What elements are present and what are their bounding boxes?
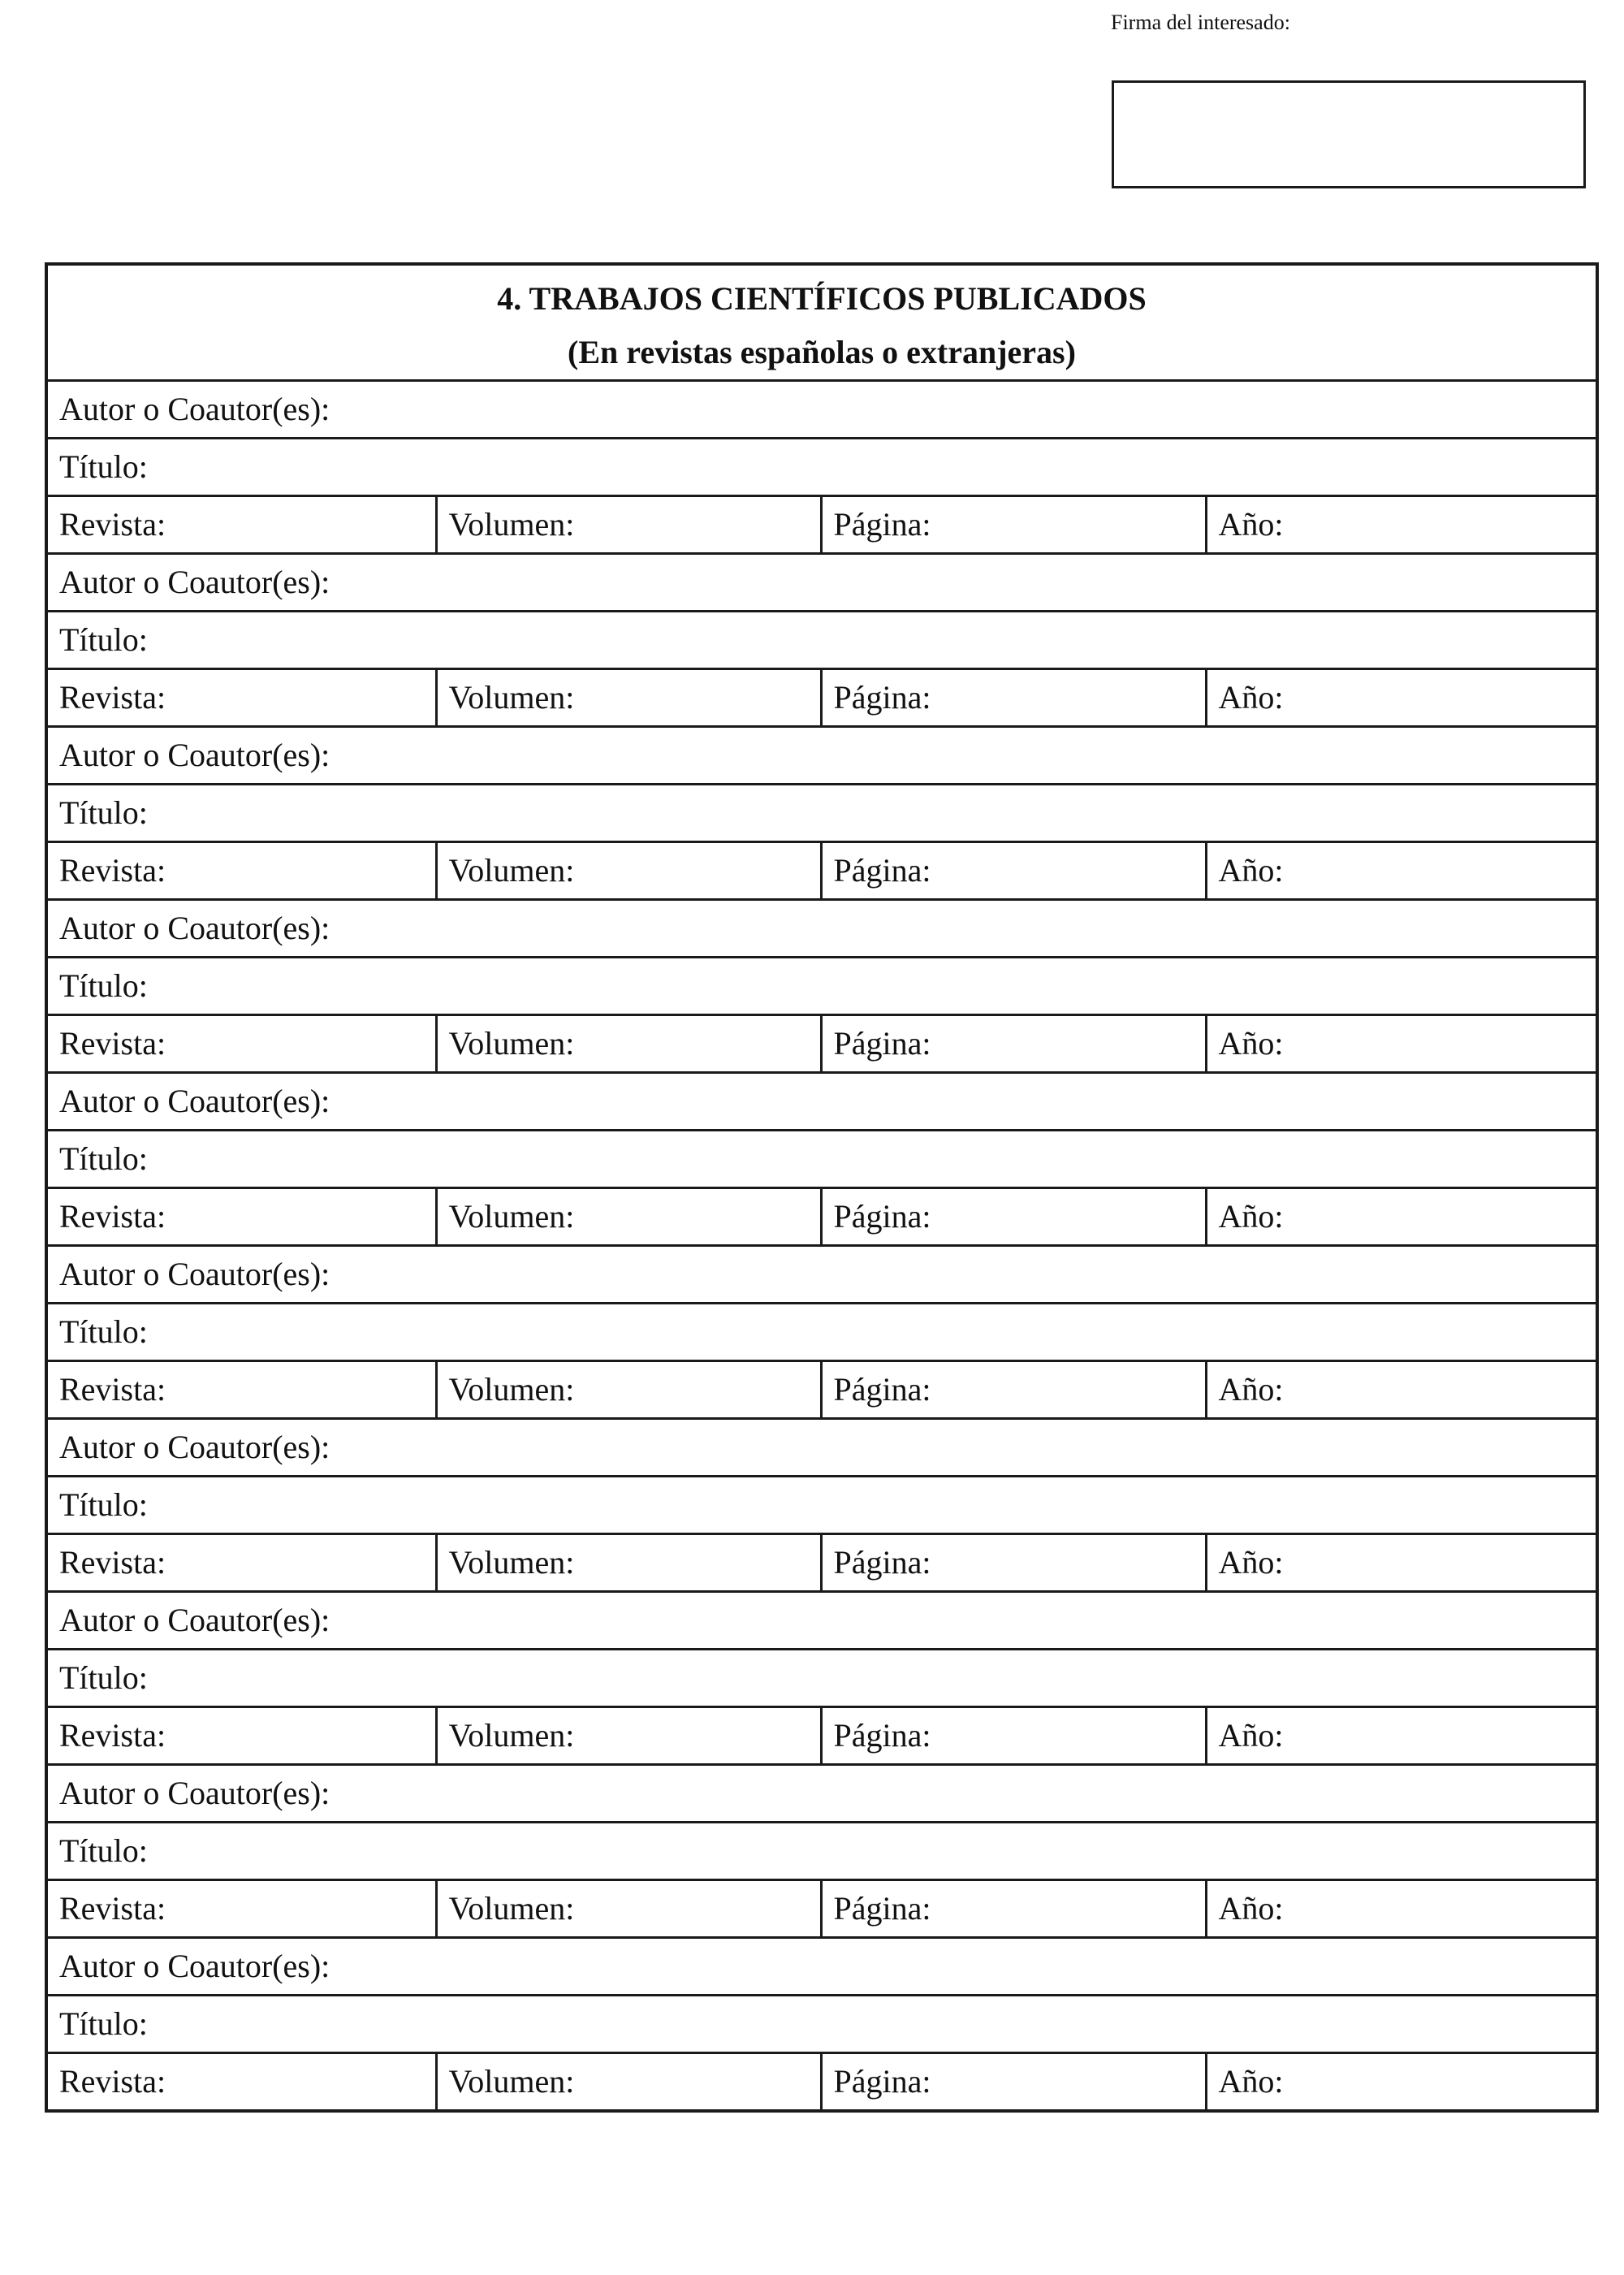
entry-details-row	[46, 669, 1597, 727]
year-field[interactable]: Año:	[1206, 1188, 1597, 1246]
signature-box[interactable]	[1112, 80, 1586, 188]
title-field[interactable]: Título:	[46, 612, 1597, 669]
title-field[interactable]: Título:	[46, 1304, 1597, 1361]
journal-field[interactable]: Revista:	[46, 1188, 436, 1246]
author-field[interactable]: Autor o Coautor(es):	[46, 900, 1597, 958]
journal-field[interactable]: Revista:	[46, 1534, 436, 1592]
entry-title-row	[46, 1304, 1597, 1361]
entry-details-row	[46, 1361, 1597, 1419]
entry-details-row	[46, 496, 1597, 554]
page-field[interactable]: Página:	[821, 1534, 1206, 1592]
year-field[interactable]: Año:	[1206, 1361, 1597, 1419]
entry-author-row	[46, 554, 1597, 612]
page-field[interactable]: Página:	[821, 1015, 1206, 1073]
year-field[interactable]: Año:	[1206, 669, 1597, 727]
volume-field[interactable]: Volumen:	[436, 1015, 821, 1073]
volume-field[interactable]: Volumen:	[436, 669, 821, 727]
entry-title-row	[46, 1477, 1597, 1534]
volume-field[interactable]: Volumen:	[436, 1707, 821, 1765]
entry-details-row	[46, 1188, 1597, 1246]
page-field[interactable]: Página:	[821, 842, 1206, 900]
entry-details-row	[46, 1015, 1597, 1073]
author-field[interactable]: Autor o Coautor(es):	[46, 554, 1597, 612]
title-field[interactable]: Título:	[46, 439, 1597, 496]
entry-title-row	[46, 1650, 1597, 1707]
entry-details-row	[46, 1707, 1597, 1765]
journal-field[interactable]: Revista:	[46, 1015, 436, 1073]
author-field[interactable]: Autor o Coautor(es):	[46, 1592, 1597, 1650]
year-field[interactable]: Año:	[1206, 1880, 1597, 1938]
page-field[interactable]: Página:	[821, 669, 1206, 727]
entry-title-row	[46, 439, 1597, 496]
entry-author-row	[46, 900, 1597, 958]
entry-details-row	[46, 1534, 1597, 1592]
year-field[interactable]: Año:	[1206, 1707, 1597, 1765]
year-field[interactable]: Año:	[1206, 1534, 1597, 1592]
page-field[interactable]: Página:	[821, 1707, 1206, 1765]
author-field[interactable]: Autor o Coautor(es):	[46, 1765, 1597, 1823]
author-field[interactable]: Autor o Coautor(es):	[46, 1246, 1597, 1304]
entry-title-row	[46, 1996, 1597, 2053]
entry-title-row	[46, 1131, 1597, 1188]
volume-field[interactable]: Volumen:	[436, 1188, 821, 1246]
signature-label: Firma del interesado:	[1111, 11, 1290, 34]
journal-field[interactable]: Revista:	[46, 1361, 436, 1419]
volume-field[interactable]: Volumen:	[436, 2053, 821, 2111]
section-header-row	[46, 264, 1597, 381]
journal-field[interactable]: Revista:	[46, 1707, 436, 1765]
journal-field[interactable]: Revista:	[46, 2053, 436, 2111]
entry-title-row	[46, 612, 1597, 669]
entry-details-row	[46, 842, 1597, 900]
title-field[interactable]: Título:	[46, 1996, 1597, 2053]
entry-author-row	[46, 1246, 1597, 1304]
section-header	[46, 264, 1597, 381]
volume-field[interactable]: Volumen:	[436, 1880, 821, 1938]
entry-title-row	[46, 785, 1597, 842]
title-field[interactable]: Título:	[46, 1650, 1597, 1707]
page-field[interactable]: Página:	[821, 1361, 1206, 1419]
journal-field[interactable]: Revista:	[46, 1880, 436, 1938]
year-field[interactable]: Año:	[1206, 1015, 1597, 1073]
author-field[interactable]: Autor o Coautor(es):	[46, 727, 1597, 785]
page-field[interactable]: Página:	[821, 2053, 1206, 2111]
entry-author-row	[46, 1073, 1597, 1131]
year-field[interactable]: Año:	[1206, 2053, 1597, 2111]
entry-title-row	[46, 958, 1597, 1015]
title-field[interactable]: Título:	[46, 958, 1597, 1015]
section-subtitle: (En revistas españolas o extranjeras)	[568, 334, 1076, 370]
page-field[interactable]: Página:	[821, 1188, 1206, 1246]
publications-form	[45, 262, 1599, 2113]
volume-field[interactable]: Volumen:	[436, 1534, 821, 1592]
title-field[interactable]: Título:	[46, 1477, 1597, 1534]
entry-details-row	[46, 2053, 1597, 2111]
author-field[interactable]: Autor o Coautor(es):	[46, 1073, 1597, 1131]
entry-author-row	[46, 727, 1597, 785]
journal-field[interactable]: Revista:	[46, 842, 436, 900]
entry-details-row	[46, 1880, 1597, 1938]
journal-field[interactable]: Revista:	[46, 669, 436, 727]
journal-field[interactable]: Revista:	[46, 496, 436, 554]
entry-author-row	[46, 1765, 1597, 1823]
entry-author-row	[46, 1592, 1597, 1650]
title-field[interactable]: Título:	[46, 1131, 1597, 1188]
entry-author-row	[46, 381, 1597, 439]
author-field[interactable]: Autor o Coautor(es):	[46, 381, 1597, 439]
volume-field[interactable]: Volumen:	[436, 496, 821, 554]
author-field[interactable]: Autor o Coautor(es):	[46, 1938, 1597, 1996]
author-field[interactable]: Autor o Coautor(es):	[46, 1419, 1597, 1477]
page-field[interactable]: Página:	[821, 496, 1206, 554]
page-field[interactable]: Página:	[821, 1880, 1206, 1938]
section-title: 4. TRABAJOS CIENTÍFICOS PUBLICADOS	[497, 280, 1147, 317]
year-field[interactable]: Año:	[1206, 496, 1597, 554]
title-field[interactable]: Título:	[46, 785, 1597, 842]
volume-field[interactable]: Volumen:	[436, 842, 821, 900]
entry-title-row	[46, 1823, 1597, 1880]
volume-field[interactable]: Volumen:	[436, 1361, 821, 1419]
title-field[interactable]: Título:	[46, 1823, 1597, 1880]
entry-author-row	[46, 1419, 1597, 1477]
entry-author-row	[46, 1938, 1597, 1996]
year-field[interactable]: Año:	[1206, 842, 1597, 900]
